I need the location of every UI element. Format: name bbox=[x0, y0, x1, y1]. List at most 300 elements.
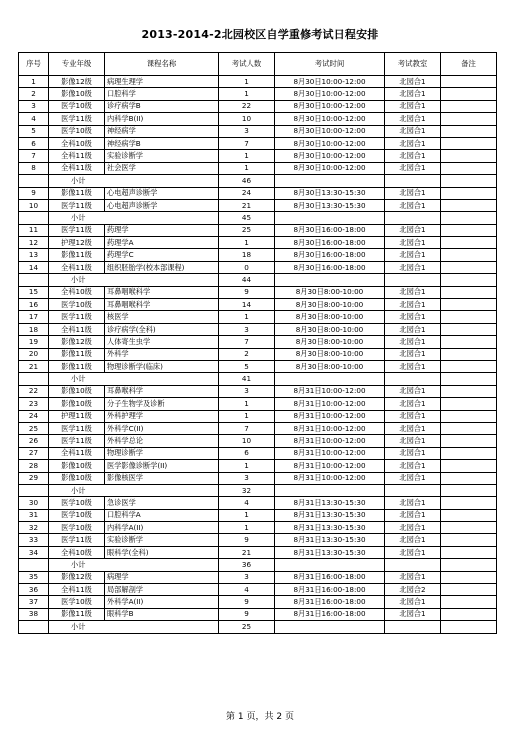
cell-time bbox=[275, 175, 385, 187]
cell-no: 2 bbox=[19, 88, 49, 100]
table-row bbox=[19, 137, 497, 149]
cell-major: 护理12级 bbox=[49, 237, 105, 249]
table-row bbox=[19, 224, 497, 236]
table-body bbox=[19, 76, 497, 634]
table-row bbox=[19, 596, 497, 608]
cell-no: 8 bbox=[19, 162, 49, 174]
cell-time: 8月31日10:00-12:00 bbox=[275, 435, 385, 447]
cell-count: 1 bbox=[219, 76, 275, 88]
cell-time bbox=[275, 373, 385, 385]
table-row bbox=[19, 237, 497, 249]
cell-course: 实验诊断学 bbox=[105, 150, 219, 162]
cell-time: 8月31日10:00-12:00 bbox=[275, 472, 385, 484]
cell-course: 外科学C(II) bbox=[105, 422, 219, 434]
cell-room: 北园合1 bbox=[385, 447, 441, 459]
cell-no: 31 bbox=[19, 509, 49, 521]
subtotal-row bbox=[19, 621, 497, 633]
header-count: 考试人数 bbox=[219, 53, 275, 76]
cell-major: 影像11级 bbox=[49, 187, 105, 199]
cell-no: 32 bbox=[19, 522, 49, 534]
cell-remark bbox=[441, 212, 497, 224]
cell-remark bbox=[441, 224, 497, 236]
table-row bbox=[19, 472, 497, 484]
subtotal-count: 45 bbox=[219, 212, 275, 224]
table-row bbox=[19, 460, 497, 472]
cell-no: 4 bbox=[19, 113, 49, 125]
table-row bbox=[19, 410, 497, 422]
cell-remark bbox=[441, 435, 497, 447]
cell-remark bbox=[441, 373, 497, 385]
cell-room: 北园合1 bbox=[385, 472, 441, 484]
cell-no: 7 bbox=[19, 150, 49, 162]
cell-count: 10 bbox=[219, 113, 275, 125]
cell-major: 医学11级 bbox=[49, 422, 105, 434]
subtotal-count: 25 bbox=[219, 621, 275, 633]
cell-remark bbox=[441, 509, 497, 521]
cell-major: 医学10级 bbox=[49, 596, 105, 608]
table-row bbox=[19, 113, 497, 125]
cell-no: 27 bbox=[19, 447, 49, 459]
subtotal-row bbox=[19, 373, 497, 385]
cell-time: 8月31日16:00-18:00 bbox=[275, 571, 385, 583]
cell-remark bbox=[441, 261, 497, 273]
cell-room: 北园合1 bbox=[385, 237, 441, 249]
cell-room: 北园合1 bbox=[385, 249, 441, 261]
table-row bbox=[19, 323, 497, 335]
cell-course: 药理学 bbox=[105, 224, 219, 236]
cell-course: 心电超声诊断学 bbox=[105, 187, 219, 199]
table-row bbox=[19, 447, 497, 459]
subtotal-row bbox=[19, 559, 497, 571]
cell-count: 24 bbox=[219, 187, 275, 199]
cell-room bbox=[385, 212, 441, 224]
cell-course: 局部解剖学 bbox=[105, 584, 219, 596]
cell-course: 药理学C bbox=[105, 249, 219, 261]
cell-remark bbox=[441, 385, 497, 397]
cell-no: 10 bbox=[19, 199, 49, 211]
cell-no: 34 bbox=[19, 546, 49, 558]
cell-count: 1 bbox=[219, 460, 275, 472]
cell-remark bbox=[441, 546, 497, 558]
cell-course: 实验诊断学 bbox=[105, 534, 219, 546]
cell-room: 北园合1 bbox=[385, 348, 441, 360]
cell-room: 北园合1 bbox=[385, 497, 441, 509]
cell-remark bbox=[441, 348, 497, 360]
cell-room bbox=[385, 274, 441, 286]
cell-course: 药理学A bbox=[105, 237, 219, 249]
cell-major: 医学10级 bbox=[49, 100, 105, 112]
cell-count: 7 bbox=[219, 336, 275, 348]
table-row bbox=[19, 249, 497, 261]
cell-room: 北园合1 bbox=[385, 596, 441, 608]
cell-time: 8月31日10:00-12:00 bbox=[275, 422, 385, 434]
cell-no: 15 bbox=[19, 286, 49, 298]
cell-time: 8月30日16:00-18:00 bbox=[275, 224, 385, 236]
table-row bbox=[19, 398, 497, 410]
cell-major: 医学10级 bbox=[49, 509, 105, 521]
cell-room: 北园合1 bbox=[385, 422, 441, 434]
cell-major: 医学10级 bbox=[49, 125, 105, 137]
cell-major: 全科10级 bbox=[49, 546, 105, 558]
cell-time: 8月30日8:00-10:00 bbox=[275, 348, 385, 360]
cell-time: 8月31日13:30-15:30 bbox=[275, 522, 385, 534]
cell-time: 8月30日13:30-15:30 bbox=[275, 187, 385, 199]
cell-no bbox=[19, 212, 49, 224]
cell-no: 6 bbox=[19, 137, 49, 149]
table-row bbox=[19, 435, 497, 447]
cell-time: 8月31日10:00-12:00 bbox=[275, 398, 385, 410]
cell-major: 护理11级 bbox=[49, 410, 105, 422]
cell-count: 14 bbox=[219, 299, 275, 311]
cell-time bbox=[275, 621, 385, 633]
cell-major: 全科11级 bbox=[49, 447, 105, 459]
cell-remark bbox=[441, 584, 497, 596]
cell-time: 8月30日8:00-10:00 bbox=[275, 360, 385, 372]
cell-no: 38 bbox=[19, 608, 49, 620]
table-row bbox=[19, 608, 497, 620]
cell-major: 医学11级 bbox=[49, 311, 105, 323]
cell-count: 3 bbox=[219, 323, 275, 335]
cell-remark bbox=[441, 460, 497, 472]
cell-time bbox=[275, 559, 385, 571]
cell-count: 25 bbox=[219, 224, 275, 236]
table-row bbox=[19, 571, 497, 583]
cell-no: 16 bbox=[19, 299, 49, 311]
cell-room: 北园合1 bbox=[385, 534, 441, 546]
cell-remark bbox=[441, 76, 497, 88]
cell-remark bbox=[441, 596, 497, 608]
cell-time: 8月31日16:00-18:00 bbox=[275, 608, 385, 620]
cell-no: 28 bbox=[19, 460, 49, 472]
cell-count: 2 bbox=[219, 348, 275, 360]
table-row bbox=[19, 584, 497, 596]
cell-count: 4 bbox=[219, 497, 275, 509]
cell-major: 医学11级 bbox=[49, 224, 105, 236]
cell-room: 北园合2 bbox=[385, 584, 441, 596]
cell-remark bbox=[441, 360, 497, 372]
cell-time: 8月31日10:00-12:00 bbox=[275, 447, 385, 459]
cell-room: 北园合1 bbox=[385, 88, 441, 100]
cell-course: 外科学A(II) bbox=[105, 596, 219, 608]
cell-remark bbox=[441, 447, 497, 459]
cell-no: 9 bbox=[19, 187, 49, 199]
cell-room: 北园合1 bbox=[385, 224, 441, 236]
table-row bbox=[19, 100, 497, 112]
cell-remark bbox=[441, 125, 497, 137]
cell-course: 心电超声诊断学 bbox=[105, 199, 219, 211]
cell-room: 北园合1 bbox=[385, 385, 441, 397]
cell-room: 北园合1 bbox=[385, 125, 441, 137]
cell-room: 北园合1 bbox=[385, 509, 441, 521]
cell-remark bbox=[441, 559, 497, 571]
cell-count: 9 bbox=[219, 534, 275, 546]
cell-remark bbox=[441, 162, 497, 174]
cell-room bbox=[385, 559, 441, 571]
cell-course: 外科护理学 bbox=[105, 410, 219, 422]
cell-remark bbox=[441, 150, 497, 162]
cell-major: 影像11级 bbox=[49, 360, 105, 372]
cell-time bbox=[275, 212, 385, 224]
cell-time bbox=[275, 274, 385, 286]
cell-time: 8月30日16:00-18:00 bbox=[275, 261, 385, 273]
cell-time: 8月30日10:00-12:00 bbox=[275, 113, 385, 125]
cell-count: 1 bbox=[219, 311, 275, 323]
cell-count: 21 bbox=[219, 546, 275, 558]
cell-course: 核医学 bbox=[105, 311, 219, 323]
cell-count: 1 bbox=[219, 237, 275, 249]
cell-major: 医学10级 bbox=[49, 497, 105, 509]
cell-remark bbox=[441, 336, 497, 348]
cell-major: 影像12级 bbox=[49, 76, 105, 88]
table-row bbox=[19, 76, 497, 88]
cell-remark bbox=[441, 175, 497, 187]
table-row bbox=[19, 88, 497, 100]
cell-count: 7 bbox=[219, 422, 275, 434]
cell-no bbox=[19, 621, 49, 633]
cell-room: 北园合1 bbox=[385, 608, 441, 620]
cell-remark bbox=[441, 410, 497, 422]
cell-room: 北园合1 bbox=[385, 410, 441, 422]
cell-no bbox=[19, 484, 49, 496]
cell-course: 口腔科学 bbox=[105, 88, 219, 100]
table-row bbox=[19, 187, 497, 199]
cell-course: 物理诊断学 bbox=[105, 447, 219, 459]
table-row bbox=[19, 385, 497, 397]
subtotal-label: 小计 bbox=[49, 274, 219, 286]
cell-count: 3 bbox=[219, 571, 275, 583]
table-row bbox=[19, 286, 497, 298]
table-row bbox=[19, 125, 497, 137]
cell-remark bbox=[441, 497, 497, 509]
cell-major: 医学10级 bbox=[49, 299, 105, 311]
cell-no: 37 bbox=[19, 596, 49, 608]
table-row bbox=[19, 199, 497, 211]
cell-remark bbox=[441, 534, 497, 546]
cell-time: 8月30日16:00-18:00 bbox=[275, 237, 385, 249]
cell-no bbox=[19, 175, 49, 187]
cell-no: 35 bbox=[19, 571, 49, 583]
cell-major: 影像12级 bbox=[49, 571, 105, 583]
subtotal-count: 41 bbox=[219, 373, 275, 385]
cell-count: 3 bbox=[219, 385, 275, 397]
cell-remark bbox=[441, 137, 497, 149]
cell-major: 医学11级 bbox=[49, 199, 105, 211]
cell-room: 北园合1 bbox=[385, 299, 441, 311]
page-title: 2013-2014-2北园校区自学重修考试日程安排 bbox=[141, 28, 379, 41]
cell-no: 14 bbox=[19, 261, 49, 273]
cell-count: 3 bbox=[219, 125, 275, 137]
cell-time: 8月30日10:00-12:00 bbox=[275, 76, 385, 88]
cell-course: 分子生物学及诊断 bbox=[105, 398, 219, 410]
cell-no bbox=[19, 559, 49, 571]
cell-room bbox=[385, 621, 441, 633]
cell-course: 内科学B(II) bbox=[105, 113, 219, 125]
cell-remark bbox=[441, 311, 497, 323]
cell-remark bbox=[441, 199, 497, 211]
cell-time: 8月30日10:00-12:00 bbox=[275, 100, 385, 112]
table-row bbox=[19, 336, 497, 348]
cell-remark bbox=[441, 608, 497, 620]
subtotal-label: 小计 bbox=[49, 175, 219, 187]
cell-count: 21 bbox=[219, 199, 275, 211]
cell-count: 7 bbox=[219, 137, 275, 149]
cell-major: 影像11级 bbox=[49, 348, 105, 360]
cell-room: 北园合1 bbox=[385, 162, 441, 174]
page-footer: 第 1 页，共 2 页 bbox=[226, 712, 294, 722]
cell-no: 20 bbox=[19, 348, 49, 360]
table-row bbox=[19, 534, 497, 546]
cell-room: 北园合1 bbox=[385, 76, 441, 88]
cell-major: 影像12级 bbox=[49, 336, 105, 348]
cell-major: 影像11级 bbox=[49, 608, 105, 620]
subtotal-label: 小计 bbox=[49, 559, 219, 571]
cell-count: 9 bbox=[219, 286, 275, 298]
cell-course: 急诊医学 bbox=[105, 497, 219, 509]
cell-time bbox=[275, 484, 385, 496]
cell-no: 12 bbox=[19, 237, 49, 249]
cell-room: 北园合1 bbox=[385, 137, 441, 149]
cell-room: 北园合1 bbox=[385, 113, 441, 125]
cell-major: 全科11级 bbox=[49, 584, 105, 596]
subtotal-label: 小计 bbox=[49, 212, 219, 224]
cell-course: 眼科学(全科) bbox=[105, 546, 219, 558]
cell-course: 外科学 bbox=[105, 348, 219, 360]
subtotal-label: 小计 bbox=[49, 484, 219, 496]
cell-count: 9 bbox=[219, 596, 275, 608]
table-row bbox=[19, 261, 497, 273]
cell-time: 8月30日13:30-15:30 bbox=[275, 199, 385, 211]
table-row bbox=[19, 360, 497, 372]
cell-remark bbox=[441, 100, 497, 112]
cell-time: 8月30日10:00-12:00 bbox=[275, 162, 385, 174]
subtotal-count: 46 bbox=[219, 175, 275, 187]
cell-no: 29 bbox=[19, 472, 49, 484]
cell-room: 北园合1 bbox=[385, 199, 441, 211]
cell-no: 17 bbox=[19, 311, 49, 323]
cell-no: 11 bbox=[19, 224, 49, 236]
subtotal-count: 44 bbox=[219, 274, 275, 286]
table-row bbox=[19, 150, 497, 162]
header-course: 课程名称 bbox=[105, 53, 219, 76]
cell-course: 组织胚胎学(校本部课程) bbox=[105, 261, 219, 273]
cell-room: 北园合1 bbox=[385, 398, 441, 410]
cell-time: 8月30日10:00-12:00 bbox=[275, 125, 385, 137]
cell-remark bbox=[441, 286, 497, 298]
cell-room: 北园合1 bbox=[385, 286, 441, 298]
cell-no: 36 bbox=[19, 584, 49, 596]
cell-remark bbox=[441, 187, 497, 199]
cell-room: 北园合1 bbox=[385, 460, 441, 472]
cell-no: 18 bbox=[19, 323, 49, 335]
cell-remark bbox=[441, 398, 497, 410]
cell-count: 1 bbox=[219, 88, 275, 100]
table-header-row bbox=[19, 53, 497, 76]
cell-course: 耳鼻咽喉科学 bbox=[105, 286, 219, 298]
cell-room: 北园合1 bbox=[385, 360, 441, 372]
cell-count: 1 bbox=[219, 509, 275, 521]
table-row bbox=[19, 497, 497, 509]
header-time: 考试时间 bbox=[275, 53, 385, 76]
subtotal-label: 小计 bbox=[49, 621, 219, 633]
cell-remark bbox=[441, 274, 497, 286]
cell-course: 外科学总论 bbox=[105, 435, 219, 447]
header-major: 专业年级 bbox=[49, 53, 105, 76]
cell-major: 影像10级 bbox=[49, 88, 105, 100]
cell-room: 北园合1 bbox=[385, 336, 441, 348]
cell-major: 全科10级 bbox=[49, 286, 105, 298]
cell-no: 33 bbox=[19, 534, 49, 546]
cell-count: 1 bbox=[219, 398, 275, 410]
cell-time: 8月31日16:00-18:00 bbox=[275, 584, 385, 596]
cell-course: 神经病学 bbox=[105, 125, 219, 137]
table-row bbox=[19, 348, 497, 360]
cell-room: 北园合1 bbox=[385, 150, 441, 162]
subtotal-count: 32 bbox=[219, 484, 275, 496]
cell-major: 影像10级 bbox=[49, 385, 105, 397]
cell-major: 全科10级 bbox=[49, 137, 105, 149]
cell-no: 30 bbox=[19, 497, 49, 509]
cell-remark bbox=[441, 299, 497, 311]
cell-no: 13 bbox=[19, 249, 49, 261]
cell-time: 8月31日13:30-15:30 bbox=[275, 546, 385, 558]
cell-remark bbox=[441, 323, 497, 335]
table-row bbox=[19, 509, 497, 521]
cell-count: 5 bbox=[219, 360, 275, 372]
cell-course: 病理生理学 bbox=[105, 76, 219, 88]
cell-major: 全科11级 bbox=[49, 323, 105, 335]
cell-no: 19 bbox=[19, 336, 49, 348]
table-row bbox=[19, 522, 497, 534]
cell-count: 1 bbox=[219, 162, 275, 174]
subtotal-row bbox=[19, 484, 497, 496]
cell-count: 18 bbox=[219, 249, 275, 261]
cell-no: 26 bbox=[19, 435, 49, 447]
cell-remark bbox=[441, 621, 497, 633]
table-row bbox=[19, 546, 497, 558]
cell-remark bbox=[441, 249, 497, 261]
cell-course: 社会医学 bbox=[105, 162, 219, 174]
cell-remark bbox=[441, 522, 497, 534]
cell-no: 1 bbox=[19, 76, 49, 88]
subtotal-row bbox=[19, 274, 497, 286]
subtotal-row bbox=[19, 175, 497, 187]
cell-time: 8月30日16:00-18:00 bbox=[275, 249, 385, 261]
cell-course: 口腔科学A bbox=[105, 509, 219, 521]
cell-major: 医学10级 bbox=[49, 522, 105, 534]
cell-major: 全科11级 bbox=[49, 150, 105, 162]
cell-course: 耳鼻喉科学 bbox=[105, 385, 219, 397]
cell-no: 22 bbox=[19, 385, 49, 397]
cell-course: 医学影像诊断学(II) bbox=[105, 460, 219, 472]
cell-remark bbox=[441, 422, 497, 434]
cell-time: 8月31日10:00-12:00 bbox=[275, 410, 385, 422]
cell-count: 9 bbox=[219, 608, 275, 620]
table-row bbox=[19, 162, 497, 174]
cell-count: 3 bbox=[219, 472, 275, 484]
cell-count: 1 bbox=[219, 522, 275, 534]
cell-major: 医学11级 bbox=[49, 113, 105, 125]
cell-count: 0 bbox=[219, 261, 275, 273]
subtotal-count: 36 bbox=[219, 559, 275, 571]
cell-no bbox=[19, 274, 49, 286]
cell-time: 8月30日10:00-12:00 bbox=[275, 137, 385, 149]
cell-remark bbox=[441, 472, 497, 484]
cell-room bbox=[385, 484, 441, 496]
cell-time: 8月31日16:00-18:00 bbox=[275, 596, 385, 608]
cell-no: 5 bbox=[19, 125, 49, 137]
cell-remark bbox=[441, 88, 497, 100]
cell-room: 北园合1 bbox=[385, 100, 441, 112]
